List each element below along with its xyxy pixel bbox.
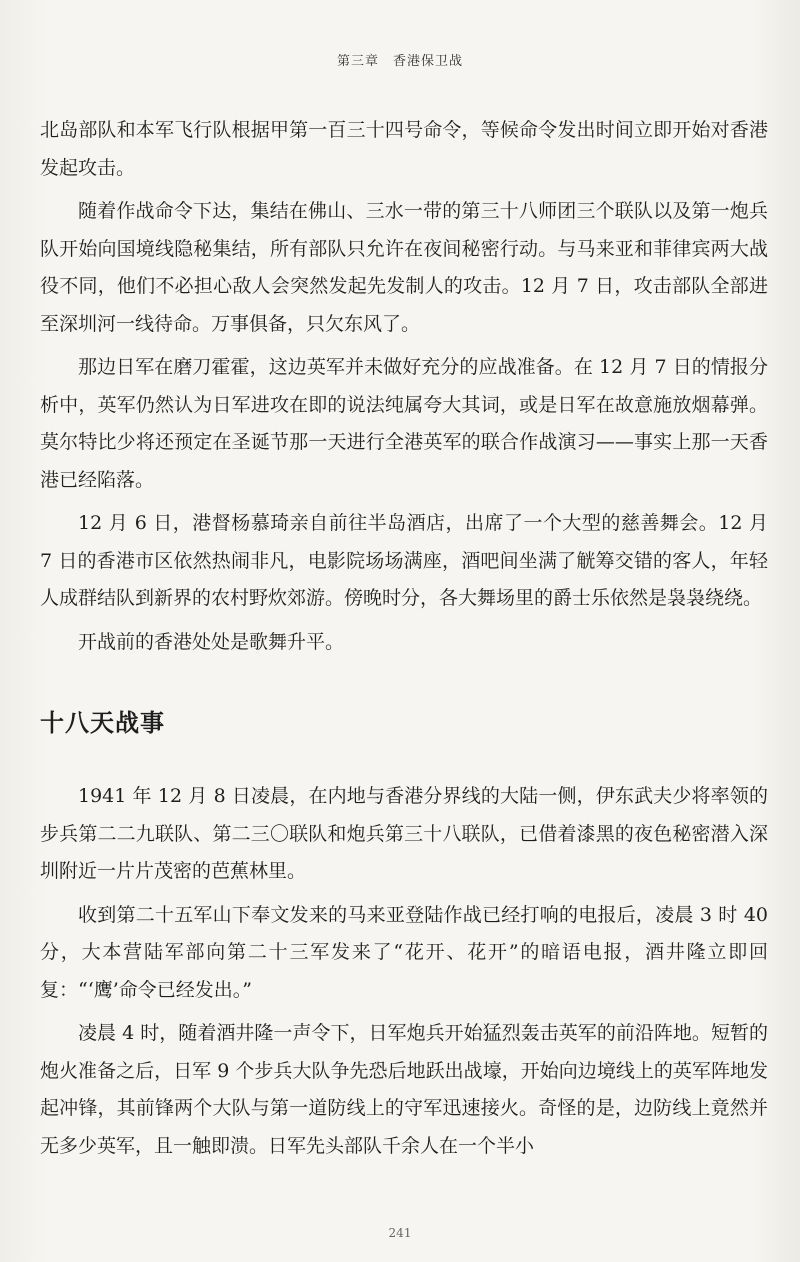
paragraph: 随着作战命令下达，集结在佛山、三水一带的第三十八师团三个联队以及第一炮兵队开始向国境线隐秘集结，所有部队只允许在夜间秘密行动。与马来亚和菲律宾两大战役不同，他们不必担心敌人会突然发起先发制人的攻击。12 月 7 日，攻击部队全部进至深圳河一线待命。万事俱备，只欠东风了。 bbox=[40, 200, 768, 335]
running-header: 第三章 香港保卫战 bbox=[336, 54, 463, 69]
page-number: 241 bbox=[388, 1226, 412, 1240]
paragraph: 收到第二十五军山下奉文发来的马来亚登陆作战已经打响的电报后，凌晨 3 时 40 分，大本营陆军部向第二十三军发来了“花开、花开”的暗语电报，酒井隆立即回复：“‘鹰’命令已经发出。” bbox=[40, 903, 768, 1001]
paragraph: 1941 年 12 月 8 日凌晨，在内地与香港分界线的大陆一侧，伊东武夫少将率领的步兵第二二九联队、第二三〇联队和炮兵第三十八联队，已借着漆黑的夜色秘密潜入深圳附近一片片茂密的芭蕉林里。 bbox=[40, 785, 768, 882]
paragraph: 凌晨 4 时，随着酒井隆一声令下，日军炮兵开始猛烈轰击英军的前沿阵地。短暂的炮火准备之后，日军 9 个步兵大队争先恐后地跃出战壕，开始向边境线上的英军阵地发起冲锋，其前锋两个大队与第一道防线上的守军迅速接火。奇怪的是，边防线上竟然并无多少英军，且一触即溃。日军先头部队千余人在一个半小 bbox=[40, 1022, 768, 1157]
paragraph: 那边日军在磨刀霍霍，这边英军并未做好充分的应战准备。在 12 月 7 日的情报分析中，英军仍然认为日军进攻在即的说法纯属夸大其词，或是日军在故意施放烟幕弹。莫尔特比少将还预定在圣诞节那一天进行全港英军的联合作战演习——事实上那一天香港已经陷落。 bbox=[40, 356, 768, 491]
section-heading: 十八天战事 bbox=[40, 709, 165, 737]
paragraph: 开战前的香港处处是歌舞升平。 bbox=[78, 630, 345, 653]
page-body bbox=[40, 112, 768, 1171]
paragraph: 12 月 6 日，港督杨慕琦亲自前往半岛酒店，出席了一个大型的慈善舞会。12 月 7 日的香港市区依然热闹非凡，电影院场场满座，酒吧间坐满了觥筹交错的客人，年轻人成群结队到新界的农村野炊郊游。傍晚时分，各大舞场里的爵士乐依然是袅袅绕绕。 bbox=[40, 512, 768, 609]
paragraph: 北岛部队和本军飞行队根据甲第一百三十四号命令，等候命令发出时间立即开始对香港发起攻击。 bbox=[40, 119, 768, 179]
